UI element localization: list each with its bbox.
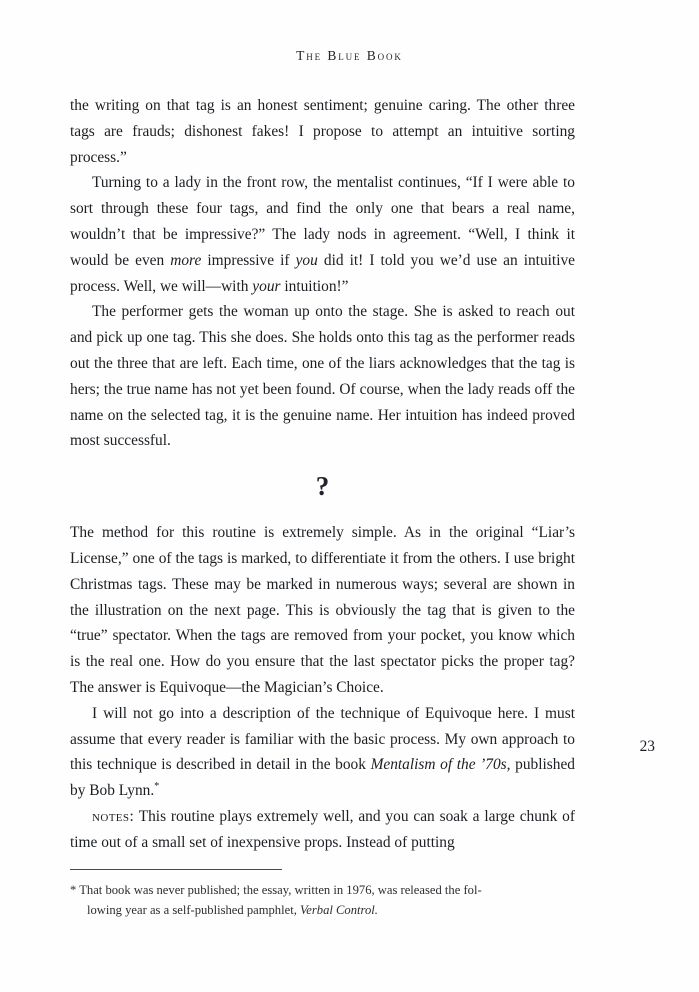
section-ornament-question-mark: ? — [315, 471, 330, 502]
italic-text: your — [252, 277, 281, 295]
italic-text: more — [170, 251, 202, 269]
paragraph-1: the writing on that tag is an honest sentiment; genuine caring. The other three tags are frauds; dishonest fakes! I propose to attempt an intuitive sorting process.” — [70, 97, 575, 166]
italic-text: Mentalism of the ’70s, — [370, 756, 511, 774]
paragraph-5: I will not go into a description of the technique of Equivoque here. I must assume that every reader is familiar with the basic process. My own approach to this technique is described in detail in the book Mentalism of the ’70s, published by Bob Lynn.* — [70, 704, 575, 800]
footnote: * That book was never published; the essay, written in 1976, was released the fol- lowing year as a self-published pamphlet, Verbal Control. — [70, 883, 482, 918]
footnote-reference-mark[interactable]: * — [154, 781, 160, 792]
paragraph-3: The performer gets the woman up onto the stage. She is asked to reach out and pick up one tag. This she does. She holds onto this tag as the performer reads out the three that are left. Each time, one of the liars acknowledges that the tag is hers; the true name has not yet been found. Of course, when the lady reads off the name on the selected tag, it is the genuine name. Her intuition has indeed proved most successful. — [70, 303, 575, 450]
running-head: The Blue Book — [296, 48, 403, 63]
small-caps-label: notes: — [92, 807, 135, 825]
text-column — [70, 93, 575, 856]
footnote-divider — [70, 869, 282, 870]
footnote-italic-title: Verbal Control. — [300, 903, 378, 918]
page-number: 23 — [639, 738, 655, 755]
footnote-marker: * — [70, 883, 80, 897]
paragraph-6: notes: This routine plays extremely well, and you can soak a large chunk of time out of a small set of inexpensive props. Instead of putting — [70, 807, 575, 851]
italic-text: you — [295, 251, 318, 269]
paragraph-4: The method for this routine is extremely simple. As in the original “Liar’s License,” one of the tags is marked, to differentiate it from the others. I use bright Christmas tags. These may be marked in numerous ways; several are shown in the illustration on the next page. This is obviously the tag that is given to the “true” spectator. When the tags are removed from your pocket, you know which is the real one. How do you ensure that the last spectator picks the proper tag? The answer is Equivoque—the Magician’s Choice. — [70, 524, 575, 696]
paragraph-2: Turning to a lady in the front row, the mentalist continues, “If I were able to sort through these four tags, and find the only one that bears a real name, wouldn’t that be impressive?” The lady nods in agreement. “Well, I think it would be even more impressive if you did it! I told you we’d use an intuitive process. Well, we will—with your intuition!” — [70, 174, 576, 295]
footnote-continuation: lowing year as a self-published pamphlet, Verbal Control. — [87, 903, 378, 918]
